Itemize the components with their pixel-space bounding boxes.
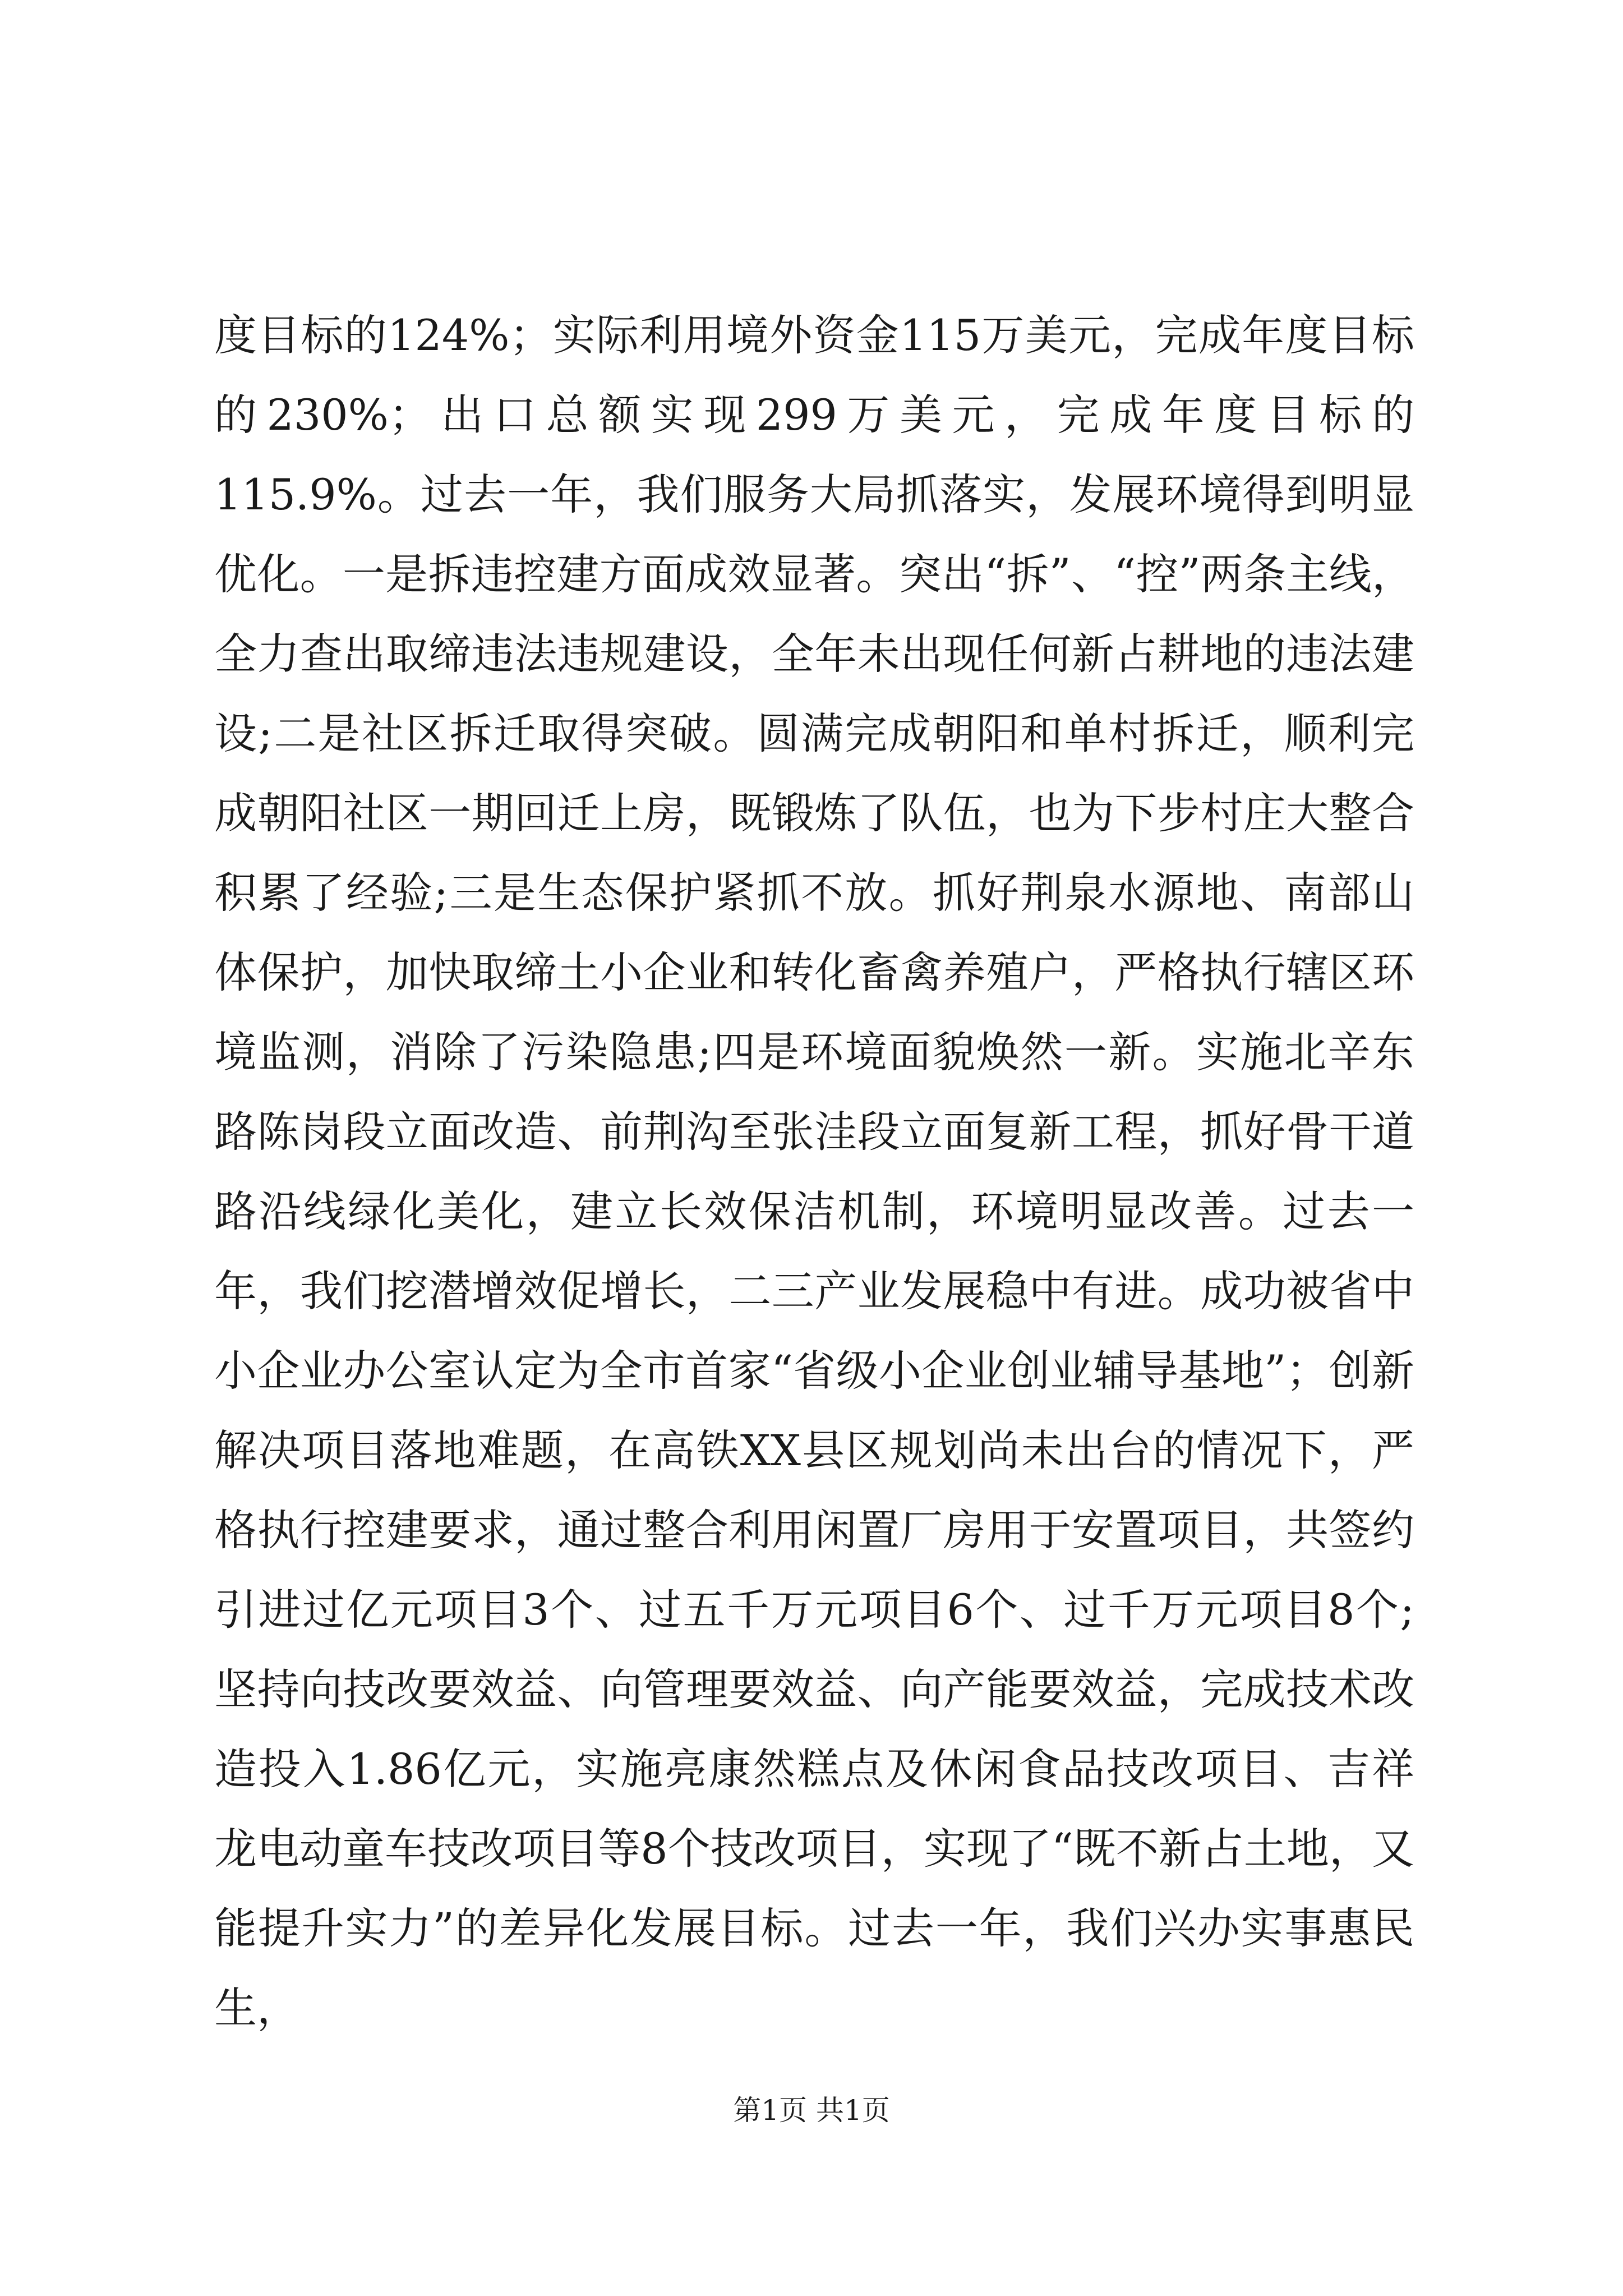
body-paragraph: 度目标的124%；实际利用境外资金115万美元，完成年度目标的230%；出口总额实现299万美元，完成年度目标的115.9%。过去一年，我们服务大局抓落实，发展环境得到明显优化。一是拆违控建方面成效显著。突出“拆”、“控”两条主线，全力查出取缔违法违规建设，全年未出现任何新占耕地的违法建设;二是社区拆迁取得突破。圆满完成朝阳和单村拆迁，顺利完成朝阳社区一期回迁上房，既锻炼了队伍，也为下步村庄大整合积累了经验;三是生态保护紧抓不放。抓好荆泉水源地、南部山体保护，加快取缔土小企业和转化畜禽养殖户，严格执行辖区环境监测，消除了污染隐患;四是环境面貌焕然一新。实施北辛东路陈岗段立面改造、前荆沟至张洼段立面复新工程，抓好骨干道路沿线绿化美化，建立长效保洁机制，环境明显改善。过去一年，我们挖潜增效促增长，二三产业发展稳中有进。成功被省中小企业办公室认定为全市首家“省级小企业创业辅导基地”；创新解决项目落地难题，在高铁XX县区规划尚未出台的情况下，严格执行控建要求，通过整合利用闲置厂房用于安置项目，共签约引进过亿元项目3个、过五千万元项目6个、过千万元项目8个;坚持向技改要效益、向管理要效益、向产能要效益，完成技术改造投入1.86亿元，实施亮康然糕点及休闲食品技改项目、吉祥龙电动童车技改项目等8个技改项目，实现了“既不新占土地，又能提升实力”的差异化发展目标。过去一年，我们兴办实事惠民生， xyxy=(214,310,1414,2033)
page-footer: 第1页 共1页 xyxy=(733,2094,890,2127)
